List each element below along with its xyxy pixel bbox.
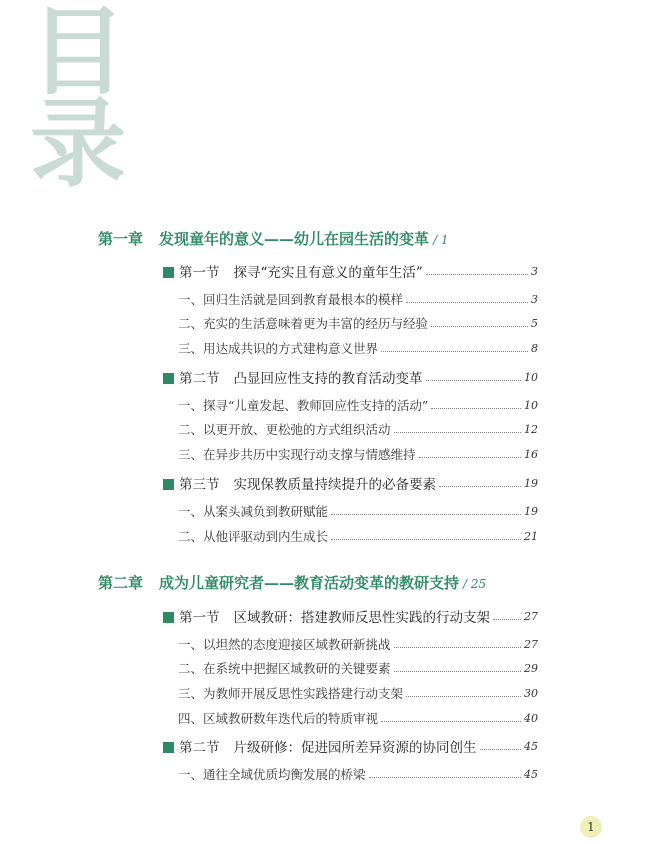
toc-section-row[interactable] bbox=[163, 474, 538, 492]
page-number: 10 bbox=[524, 398, 538, 412]
section-number: 第二节 bbox=[179, 371, 220, 387]
item-title: 三、在异步共历中实现行动支撑与情感维持 bbox=[178, 447, 416, 462]
section-title: 片级研修：促进园所差异资源的协同创生 bbox=[233, 740, 477, 756]
toc-heading bbox=[30, 0, 140, 200]
section-title: 区域教研：搭建教师反思性实践的行动支架 bbox=[233, 610, 490, 626]
section-marker-icon bbox=[163, 612, 174, 623]
toc-item-row[interactable] bbox=[178, 290, 538, 308]
chapter-title: 发现童年的意义——幼儿在园生活的变革 bbox=[159, 230, 430, 248]
chapter-page: / 1 bbox=[433, 233, 449, 247]
section-marker-icon bbox=[163, 373, 174, 384]
page-number: 19 bbox=[524, 476, 538, 490]
chapter-heading[interactable] bbox=[98, 572, 486, 593]
toc-heading-char-2: 录 bbox=[30, 88, 126, 200]
dot-leader bbox=[426, 274, 528, 275]
page-folio: 1 bbox=[580, 816, 602, 838]
toc-heading-char-1: 目 bbox=[30, 0, 126, 108]
toc-item-row[interactable] bbox=[178, 445, 538, 463]
dot-leader bbox=[493, 619, 521, 620]
toc-item-row[interactable] bbox=[178, 527, 538, 545]
page-number: 45 bbox=[524, 767, 538, 781]
section-title: 实现保教质量持续提升的必备要素 bbox=[233, 477, 436, 493]
page-number: 27 bbox=[524, 637, 538, 651]
dot-leader bbox=[331, 539, 521, 540]
section-number: 第二节 bbox=[179, 740, 220, 756]
dot-leader bbox=[394, 432, 521, 433]
section-title: 凸显回应性支持的教育活动变革 bbox=[233, 371, 423, 387]
item-title: 一、回归生活就是回到教育最根本的模样 bbox=[178, 292, 404, 307]
page-number: 45 bbox=[524, 739, 538, 753]
page-number: 40 bbox=[524, 711, 538, 725]
toc-item-row[interactable] bbox=[178, 420, 538, 438]
toc-item-row[interactable] bbox=[178, 765, 538, 783]
item-title: 一、以坦然的态度迎接区域教研新挑战 bbox=[178, 637, 391, 652]
dot-leader bbox=[331, 514, 521, 515]
dot-leader bbox=[439, 486, 521, 487]
toc-item-row[interactable] bbox=[178, 635, 538, 653]
chapter-title: 成为儿童研究者——教育活动变革的教研支持 bbox=[159, 574, 460, 592]
page-number: 3 bbox=[531, 264, 538, 278]
dot-leader bbox=[480, 749, 522, 750]
dot-leader bbox=[431, 326, 528, 327]
dot-leader bbox=[369, 777, 521, 778]
page-number: 10 bbox=[524, 370, 538, 384]
item-title: 二、从他评驱动到内生成长 bbox=[178, 529, 329, 544]
chapter-heading[interactable] bbox=[98, 228, 449, 249]
toc-section-row[interactable] bbox=[163, 368, 538, 386]
page-number: 30 bbox=[524, 686, 538, 700]
toc-item-row[interactable] bbox=[178, 709, 538, 727]
page-number: 29 bbox=[524, 661, 538, 675]
item-title: 一、通往全域优质均衡发展的桥梁 bbox=[178, 767, 366, 782]
item-title: 一、探寻“儿童发起、教师回应性支持的活动” bbox=[178, 398, 429, 413]
section-marker-icon bbox=[163, 479, 174, 490]
dot-leader bbox=[394, 671, 521, 672]
section-number: 第三节 bbox=[179, 477, 220, 493]
dot-leader bbox=[381, 721, 521, 722]
item-title: 四、区域教研数年迭代后的特质审视 bbox=[178, 711, 379, 726]
page-number: 3 bbox=[531, 292, 538, 306]
chapter-number: 第一章 bbox=[98, 230, 144, 248]
dot-leader bbox=[406, 696, 521, 697]
item-title: 一、从案头减负到教研赋能 bbox=[178, 504, 329, 519]
chapter-page: / 25 bbox=[463, 577, 487, 591]
page-number: 27 bbox=[524, 609, 538, 623]
section-number: 第一节 bbox=[179, 610, 220, 626]
dot-leader bbox=[419, 457, 521, 458]
dot-leader bbox=[406, 302, 528, 303]
section-number: 第一节 bbox=[179, 265, 220, 281]
page-number: 19 bbox=[524, 504, 538, 518]
toc-section-row[interactable] bbox=[163, 737, 538, 755]
page-number: 21 bbox=[524, 529, 538, 543]
toc-item-row[interactable] bbox=[178, 339, 538, 357]
chapter-number: 第二章 bbox=[98, 574, 144, 592]
toc-item-row[interactable] bbox=[178, 684, 538, 702]
page-number: 16 bbox=[524, 447, 538, 461]
item-title: 二、充实的生活意味着更为丰富的经历与经验 bbox=[178, 316, 429, 331]
toc-item-row[interactable] bbox=[178, 659, 538, 677]
dot-leader bbox=[426, 380, 522, 381]
dot-leader bbox=[431, 408, 521, 409]
toc-section-row[interactable] bbox=[163, 607, 538, 625]
toc-item-row[interactable] bbox=[178, 502, 538, 520]
page-number: 5 bbox=[531, 316, 538, 330]
item-title: 二、以更开放、更松弛的方式组织活动 bbox=[178, 422, 391, 437]
section-title: 探寻“充实且有意义的童年生活” bbox=[233, 265, 423, 281]
toc-item-row[interactable] bbox=[178, 396, 538, 414]
page-number: 12 bbox=[524, 422, 538, 436]
item-title: 二、在系统中把握区域教研的关键要素 bbox=[178, 661, 391, 676]
section-marker-icon bbox=[163, 742, 174, 753]
toc-item-row[interactable] bbox=[178, 314, 538, 332]
dot-leader bbox=[381, 351, 528, 352]
toc-section-row[interactable] bbox=[163, 262, 538, 280]
item-title: 三、用达成共识的方式建构意义世界 bbox=[178, 341, 379, 356]
section-marker-icon bbox=[163, 267, 174, 278]
page-number: 8 bbox=[531, 341, 538, 355]
item-title: 三、为教师开展反思性实践搭建行动支架 bbox=[178, 686, 404, 701]
dot-leader bbox=[394, 647, 521, 648]
